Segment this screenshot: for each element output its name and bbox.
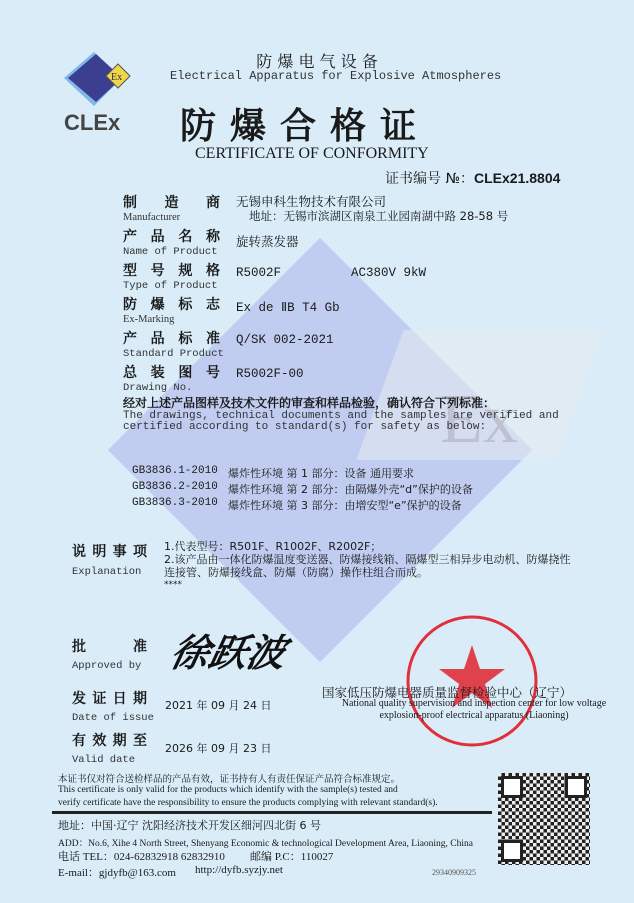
label-char: 号 — [205, 365, 220, 381]
label-char: 型 — [123, 263, 137, 279]
label-char: 有 — [72, 733, 86, 749]
label-char: 爆 — [150, 297, 165, 313]
label-char: 制 — [123, 195, 137, 211]
seal-star-icon — [404, 613, 540, 749]
label-char: 造 — [164, 195, 179, 211]
cert-number-label: 证书编号 №： — [385, 171, 475, 187]
standard-code: GB3836.1-2010 — [132, 465, 218, 477]
statement-cn: 经对上述产品图样及技术文件的审查和样品检验，确认符合下列标准： — [123, 396, 496, 410]
field-label-en: Type of Product — [123, 280, 218, 292]
type-value: R5002F — [236, 266, 282, 280]
label-char: 商 — [206, 195, 220, 211]
field-label-en: Name of Product — [123, 246, 218, 258]
label-char: 标 — [178, 331, 193, 347]
label-char: 至 — [132, 733, 147, 749]
field-label-en: Ex-Marking — [123, 314, 175, 325]
qr-code[interactable] — [498, 773, 590, 865]
label-char: 总 — [123, 365, 137, 381]
drawing-value: R5002F-00 — [236, 367, 304, 381]
standard-title: 爆炸性环境 第 3 部分：由增安型“e”保护的设备 — [228, 499, 462, 512]
standard-title: 爆炸性环境 第 2 部分：由隔爆外壳“d”保护的设备 — [228, 483, 473, 496]
label-char: 期 — [112, 733, 127, 749]
label-char: 发 — [72, 691, 86, 707]
signature: 徐跃波 — [166, 630, 291, 675]
field-ex-marking — [123, 294, 220, 325]
page-subtitle: CERTIFICATE OF CONFORMITY — [195, 145, 429, 162]
footer-divider — [52, 811, 492, 814]
page-title: 防爆合格证 — [180, 106, 431, 147]
explanation-line: **** — [164, 580, 182, 590]
label-char: 号 — [150, 263, 165, 279]
footer-serial: 29340909325 — [432, 868, 476, 877]
field-type — [123, 260, 220, 292]
label-char: 规 — [178, 263, 193, 279]
field-drawing — [123, 362, 220, 394]
statement-en-2: certified according to standard(s) for safety as below: — [123, 421, 487, 433]
label-char: 证 — [92, 691, 107, 707]
valid-date-label-en: Valid date — [72, 754, 136, 766]
standard-code: GB3836.2-2010 — [132, 481, 218, 493]
issuer-name-en-1: National quality supervision and inspection center for low voltage — [341, 698, 607, 709]
category-cn: 防 爆 电 气 设 备 — [256, 52, 378, 71]
footer-postcode: 邮编 P.C：110027 — [250, 851, 334, 863]
footer-note-cn: 本证书仅对符合送检样品的产品有效，证书持有人有责任保证产品符合标准规定。 — [58, 774, 401, 785]
explanation-label-en: Explanation — [72, 566, 142, 578]
label-char: 效 — [92, 733, 107, 749]
label-char: 格 — [205, 263, 220, 279]
standard-value: Q/SK 002-2021 — [236, 333, 334, 347]
label-char: 准 — [205, 331, 220, 347]
explanation-text — [164, 540, 571, 592]
label-char: 称 — [205, 229, 220, 245]
label-char: 名 — [178, 229, 193, 245]
label-char: 准 — [133, 639, 147, 655]
manufacturer-value: 无锡申科生物技术有限公司 — [236, 194, 387, 209]
field-label-en: Standard Product — [123, 348, 224, 360]
label-char: 说 — [72, 544, 86, 560]
explanation-line: 1.代表型号：R501F、R1002F、R2002F； — [164, 540, 382, 553]
cert-number-value: CLEx21.8804 — [474, 170, 561, 186]
product-name-value: 旋转蒸发器 — [236, 234, 299, 249]
explanation-label — [72, 541, 147, 578]
label-char: 事 — [112, 544, 127, 560]
logo-text: CLEx — [64, 110, 121, 135]
footer-tel: 电话 TEL：024-62832918 62832910 — [58, 851, 225, 863]
field-label-en: Manufacturer — [123, 212, 181, 223]
label-char: 标 — [178, 297, 193, 313]
label-char: 产 — [123, 229, 137, 245]
explanation-line: 2.该产品由一体化防爆温度变送器、防爆接线箱、隔爆型三相异步电动机、防爆挠性 — [164, 553, 571, 566]
label-char: 日 — [112, 691, 127, 707]
issue-date-value: 2021 年 09 月 24 日 — [165, 699, 272, 712]
label-char: 批 — [72, 639, 86, 655]
explanation-line: 连接管、防爆接线盒、防爆（防腐）操作柱组合而成。 — [164, 566, 428, 579]
field-product-name — [123, 226, 220, 258]
type-rating: AC380V 9kW — [351, 266, 427, 280]
issue-date-label-en: Date of issue — [72, 712, 154, 724]
label-char: 品 — [150, 229, 165, 245]
label-char: 志 — [205, 297, 220, 313]
field-manufacturer — [123, 192, 220, 223]
manufacturer-address: 地址：无锡市滨湖区南泉工业园南湖中路 28-58 号 — [249, 209, 509, 223]
footer-email: E-mail：gjdyfb@163.com — [58, 867, 176, 879]
issuer-name-en-2: explosion-proof electrical apparatus (Liaoning) — [379, 710, 569, 721]
valid-date-label — [72, 730, 147, 766]
standard-title: 爆炸性环境 第 1 部分：设备 通用要求 — [228, 467, 414, 480]
statement-en-1: The drawings, technical documents and the samples are verified and — [123, 410, 559, 422]
label-char: 明 — [92, 544, 107, 560]
label-char: 防 — [123, 297, 137, 313]
valid-date-value: 2026 年 09 月 23 日 — [165, 742, 272, 755]
svg-text:Ex: Ex — [111, 72, 123, 83]
ex-marking-value: Ex de ⅡB T4 Gb — [236, 301, 340, 315]
cert-number — [385, 168, 560, 188]
label-char: 期 — [132, 691, 147, 707]
approved-label — [72, 636, 147, 672]
issuer-name-cn: 国家低压防爆电器质量监督检验中心（辽宁） — [322, 685, 573, 700]
footer-url[interactable]: http://dyfb.syzjy.net — [195, 864, 283, 876]
label-char: 品 — [150, 331, 165, 347]
standard-code: GB3836.3-2010 — [132, 497, 218, 509]
footer-address-en: ADD：No.6, Xihe 4 North Street, Shenyang Economic & technological Development Area, Liaoning, China — [58, 839, 474, 849]
label-char: 项 — [132, 544, 147, 560]
footer-note-en-1: This certificate is only valid for the products which identify with the sample(s) tested and — [58, 785, 398, 795]
label-char: 图 — [178, 365, 193, 381]
field-label-en: Drawing No. — [123, 382, 193, 394]
issue-date-label — [72, 688, 154, 724]
footer-address-cn: 地址：中国·辽宁 沈阳经济技术开发区细河四北街 6 号 — [58, 819, 321, 832]
approved-label-en: Approved by — [72, 660, 142, 672]
label-char: 产 — [123, 331, 137, 347]
watermark-ex: Ex — [440, 381, 518, 458]
footer-note-en-2: verify certificate have the responsibility to ensure the products complying with relevant standard(s). — [58, 798, 438, 808]
field-standard — [123, 328, 224, 360]
official-seal — [404, 613, 540, 749]
label-char: 装 — [150, 365, 165, 381]
category-en: Electrical Apparatus for Explosive Atmospheres — [170, 69, 502, 83]
